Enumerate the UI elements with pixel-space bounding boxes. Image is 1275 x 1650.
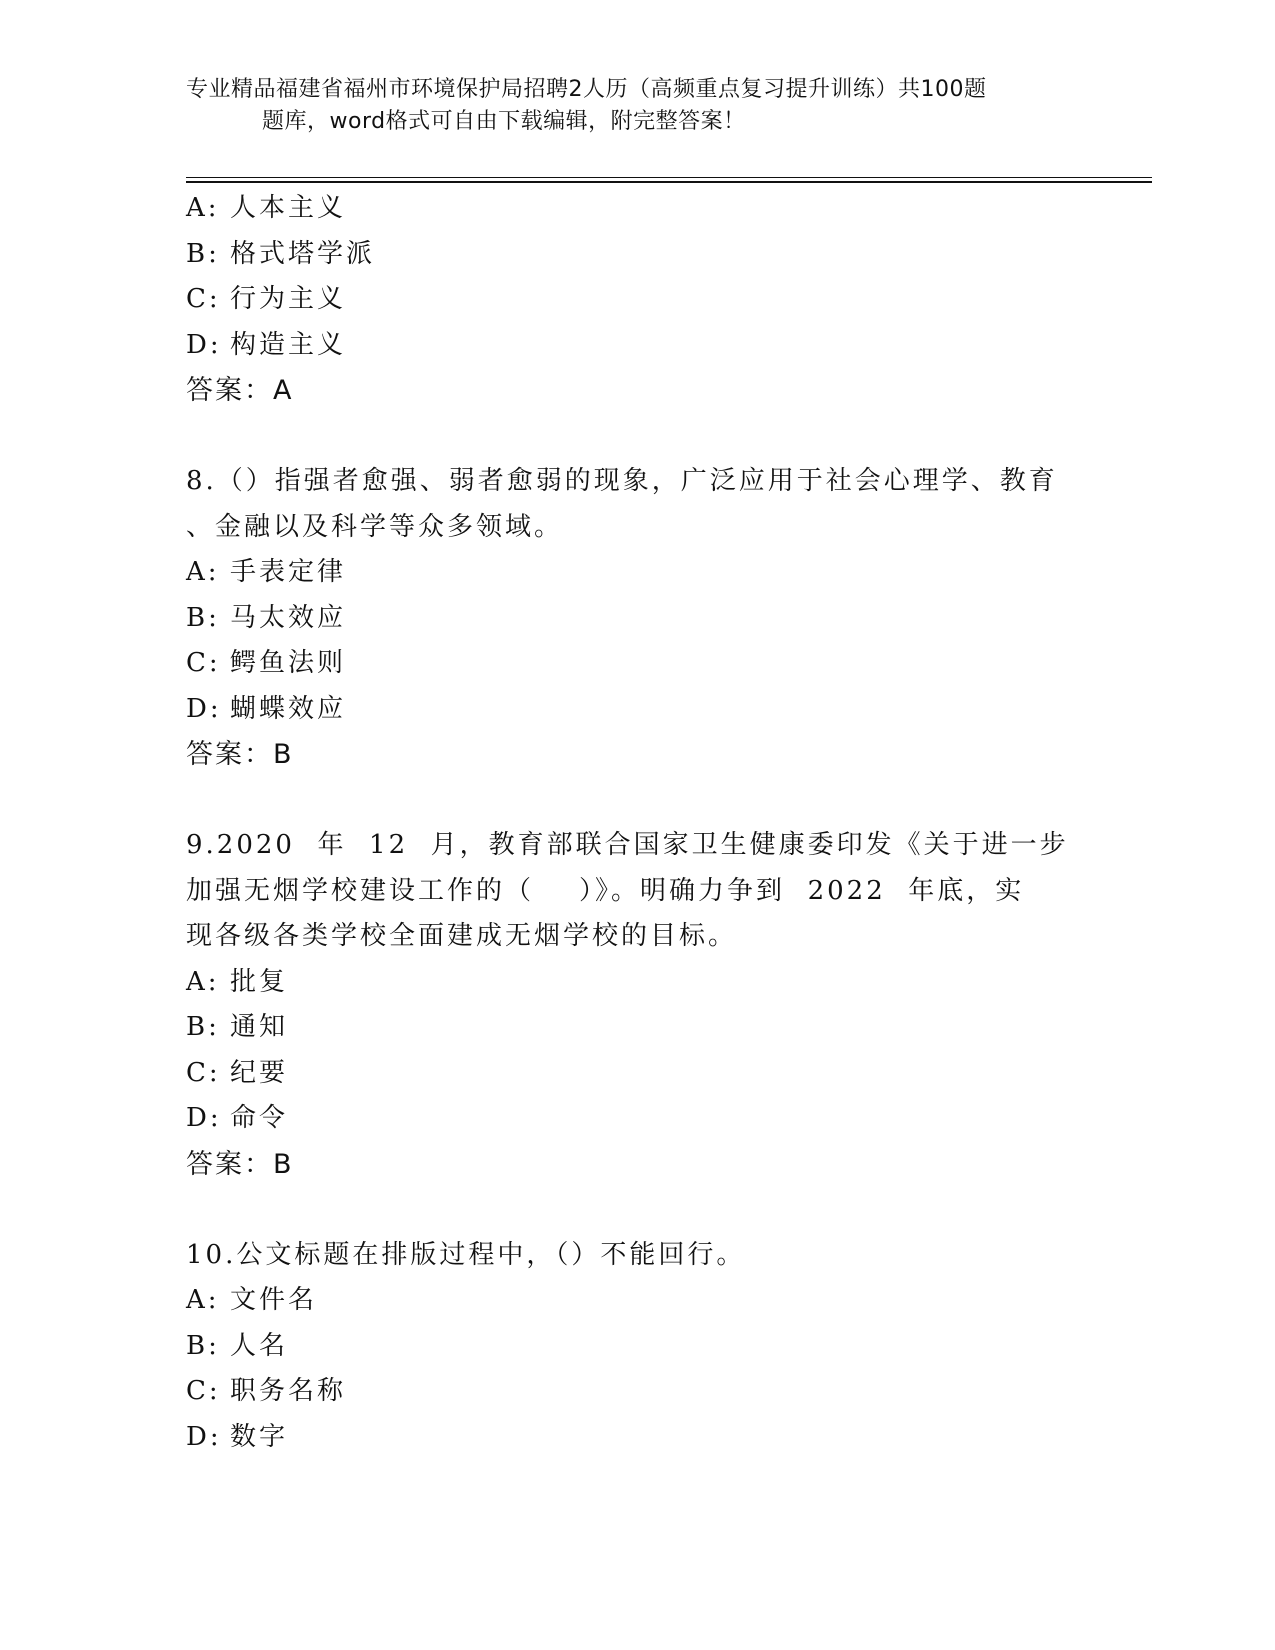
option-a: A: 批复 — [186, 966, 289, 997]
option-a: A: 人本主义 — [186, 193, 347, 223]
question-text: 现各级各类学校全面建成无烟学校的目标。 — [186, 921, 738, 951]
option-c: C: 职务名称 — [186, 1376, 347, 1406]
option-a: A: 手表定律 — [186, 557, 347, 587]
document-body — [186, 186, 1086, 1460]
spacer — [186, 414, 1086, 460]
question-8 — [186, 459, 1086, 778]
question-text: 10.公文标题在排版过程中，（）不能回行。 — [186, 1239, 746, 1270]
header-title-line1: 专业精品福建省福州市环境保护局招聘2人历（高频重点复习提升训练）共100题 — [186, 77, 987, 102]
question-9 — [186, 823, 1086, 1187]
option-c: C: 纪要 — [186, 1057, 289, 1088]
option-b: B: 格式塔学派 — [186, 238, 376, 269]
option-d: D: 命令 — [186, 1103, 289, 1133]
option-d: D: 蝴蝶效应 — [186, 693, 347, 724]
option-a: A: 文件名 — [186, 1285, 318, 1315]
spacer — [186, 778, 1086, 824]
question-text: 加强无烟学校建设工作的（ ）》。明确力争到 2022 年底，实 — [186, 875, 1025, 906]
option-c: C: 鳄鱼法则 — [186, 648, 347, 678]
question-text: 8.（）指强者愈强、弱者愈弱的现象，广泛应用于社会心理学、教育 — [186, 466, 1058, 496]
option-d: D: 数字 — [186, 1421, 289, 1452]
option-c: C: 行为主义 — [186, 284, 347, 314]
question-7 — [186, 186, 1086, 414]
header-rule-thin — [186, 177, 1152, 178]
document-header — [186, 74, 1086, 138]
spacer — [186, 1187, 1086, 1233]
answer: 答案：B — [186, 1148, 294, 1180]
option-b: B: 人名 — [186, 1330, 289, 1361]
answer: 答案：B — [186, 739, 294, 770]
option-d: D: 构造主义 — [186, 329, 347, 360]
question-text: 9.2020 年 12 月，教育部联合国家卫生健康委印发《关于进一步 — [186, 830, 1069, 860]
header-title-line2: 题库，word格式可自由下载编辑，附完整答案！ — [262, 109, 746, 134]
header-rule-thick — [186, 181, 1152, 183]
option-b: B: 马太效应 — [186, 602, 347, 633]
answer: 答案：A — [186, 375, 294, 406]
question-10 — [186, 1233, 1086, 1461]
question-text: 、金融以及科学等众多领域。 — [186, 511, 564, 542]
option-b: B: 通知 — [186, 1012, 289, 1042]
